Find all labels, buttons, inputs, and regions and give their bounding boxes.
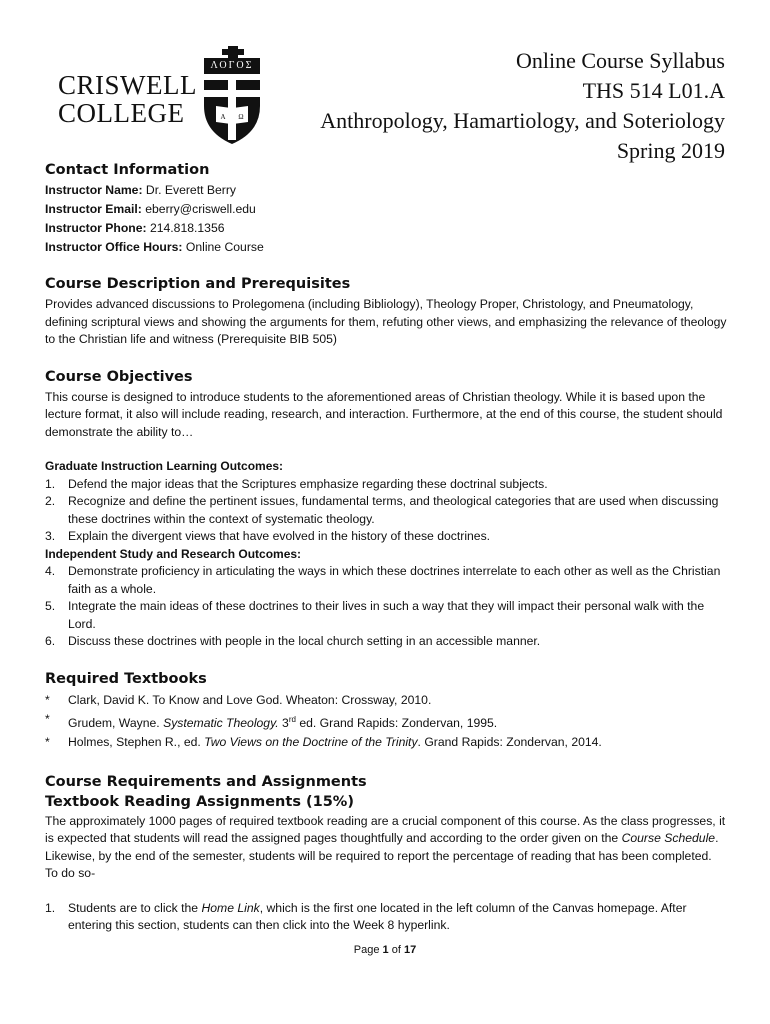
instructor-email-label: Instructor Email: [45,202,142,216]
textbook-author: Holmes, Stephen R., ed. [68,734,205,749]
reading-assignments-heading: Textbook Reading Assignments (15%) [45,793,354,810]
textbook-publisher: . Grand Rapids: Zondervan, 2014. [417,734,602,749]
page-number: 1 [382,944,389,956]
college-logo [58,46,273,146]
home-link-reference: Home Link [201,900,260,915]
list-item [45,563,727,598]
textbook-citation: Clark, David K. To Know and Love God. Wheaton: Crossway, 2010. [68,692,432,707]
instructor-name-label: Instructor Name: [45,183,143,197]
page-footer [0,944,770,956]
textbook-title: Two Views on the Doctrine of the Trinity [204,734,418,749]
page-total: 17 [403,944,417,956]
step-text-part: Students are to click the [68,900,202,915]
list-number: 3. [45,529,56,543]
bullet-mark: * [45,711,50,726]
title-line-3: Anthropology, Hamartiology, and Soteriology [320,108,725,133]
list-number: 5. [45,599,56,613]
bullet-mark: * [45,734,50,749]
list-item [45,528,727,546]
list-item-text: Recognize and define the pertinent issues, fundamental terms, and theological categories that are used when discussing these doctrines within the context of systematic theology. [68,494,719,526]
textbooks-heading: Required Textbooks [45,670,207,687]
independent-outcomes-heading: Independent Study and Research Outcomes: [45,546,302,561]
syllabus-title [320,46,725,166]
reading-text-part: . Likewise, by the end of the semester, students will be required to report the percentage of reading that has been completed. To do so- [45,831,719,881]
instructor-name-value: Dr. Everett Berry [142,183,236,197]
list-item [45,900,727,935]
description-text: Provides advanced discussions to Prolegomena (including Bibliology), Theology Proper, Christology, and Pneumatology, defining scriptural views and showing the arguments for them, refuting other views, and emphasizing the relevance of theology to the Christian life and witness (Prerequisite BIB 505) [45,297,727,346]
description-heading: Course Description and Prerequisites [45,276,351,292]
svg-text:A: A [220,113,226,121]
list-number: 1. [45,900,56,915]
list-item-text: Integrate the main ideas of these doctrines to their lives in such a way that they will impact their personal walk with the Lord. [68,599,705,631]
list-number: 6. [45,634,56,648]
bullet-mark: * [45,692,50,707]
graduate-outcomes-list [45,476,727,546]
list-item [45,476,727,494]
logo-line-1: CRISWELL [58,70,197,100]
textbook-edition: 3 [278,715,289,730]
footer-prefix: Page [353,944,383,956]
textbook-edition-suffix: rd [288,714,296,724]
logo-line-2: COLLEGE [58,98,185,128]
instructor-phone [45,219,727,238]
list-item [45,733,727,752]
reading-steps-list [45,900,727,935]
instructor-phone-label: Instructor Phone: [45,221,147,235]
step-text-part: , which is the first one located in the left column of the Canvas homepage. After entering this section, students can then click into the Week 8 hyperlink. [68,900,687,933]
textbook-publisher: ed. Grand Rapids: Zondervan, 1995. [295,715,498,730]
textbook-title: Systematic Theology. [163,715,279,730]
instructor-hours-label: Instructor Office Hours: [45,240,183,254]
list-item-text: Demonstrate proficiency in articulating the ways in which these doctrines interrelate to each other as well as the Christian faith as a whole. [68,564,721,596]
list-number: 2. [45,494,56,508]
instructor-hours [45,238,727,257]
contact-heading: Contact Information [45,162,210,178]
list-item-text: Explain the divergent views that have evolved in the history of these doctrines. [68,529,491,543]
title-line-1: Online Course Syllabus [516,48,725,73]
svg-text:Ω: Ω [238,113,244,121]
objectives-text: This course is designed to introduce students to the aforementioned areas of Christian theology. While it is based upon the lecture format, it also will include reading, research, and interaction. Furthermore, at the end of this course, the student should demonstrate the ability to… [45,389,723,439]
list-number: 1. [45,476,56,491]
instructor-email-value: eberry@criswell.edu [141,202,256,216]
list-item-text: Discuss these doctrines with people in the local church setting in an accessible manner. [68,634,541,648]
reading-assignments-text [45,813,727,883]
textbooks-list [45,691,727,752]
objectives-heading: Course Objectives [45,368,193,385]
requirements-heading: Course Requirements and Assignments [45,773,367,790]
instructor-email [45,200,727,219]
title-line-2: THS 514 L01.A [582,78,725,103]
reading-text-part: The approximately 1000 pages of required textbook reading are a crucial component of this course. As the class progresses, it is expected that students will read the assigned pages thoughtfully and according to the order given on the [45,813,726,846]
instructor-hours-value: Online Course [182,240,264,254]
list-item-text: Defend the major ideas that the Scriptures emphasize regarding these doctrinal subjects. [68,476,548,491]
syllabus-content [45,162,727,935]
list-number: 4. [45,564,56,578]
instructor-name [45,181,727,200]
independent-outcomes-list [45,563,727,651]
course-schedule-reference: Course Schedule [621,831,716,846]
textbook-author: Grudem, Wayne. [68,715,164,730]
list-item [45,493,727,528]
list-item [45,633,727,651]
footer-of: of [388,944,404,956]
graduate-outcomes-heading: Graduate Instruction Learning Outcomes: [45,459,284,473]
logo-greek-banner: ΛΟΓΟΣ [204,58,260,74]
instructor-phone-value: 214.818.1356 [146,221,225,235]
list-item [45,710,727,733]
list-item [45,598,727,633]
list-item [45,691,727,710]
title-line-4: Spring 2019 [616,138,725,163]
